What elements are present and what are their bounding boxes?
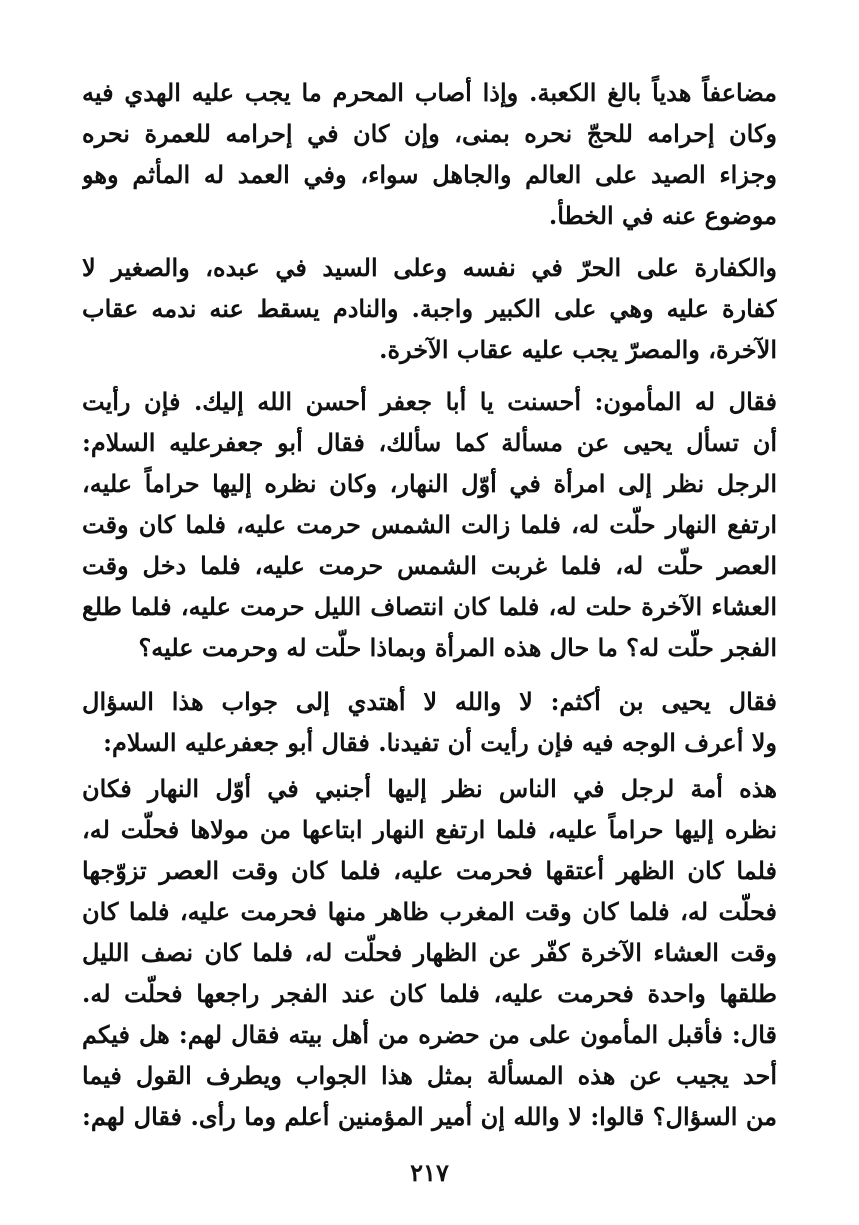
page-number: ٢١٧ xyxy=(410,1158,449,1187)
text-line: الرجل نظر إلى امرأة في أوّل النهار، وكان نظره إليها حراماً عليه، xyxy=(82,469,777,498)
text-line: من السؤال؟ قالوا: لا والله إن أمير المؤمنين أعلم وما رأى. فقال لهم: xyxy=(82,1102,777,1131)
text-line: فقال له المأمون: أحسنت يا أبا جعفر أحسن الله إليك. فإن رأيت xyxy=(82,387,777,416)
text-line: موضوع عنه في الخطأ. xyxy=(548,201,777,230)
text-line: ولا أعرف الوجه فيه فإن رأيت أن تفيدنا. فقال أبو جعفرعليه السلام: xyxy=(103,728,777,757)
text-line: والكفارة على الحرّ في نفسه وعلى السيد في عبده، والصغير لا xyxy=(82,253,777,282)
text-line: ارتفع النهار حلّت له، فلما زالت الشمس حرمت عليه، فلما كان وقت xyxy=(82,510,777,539)
text-line: فحلّت له، فلما كان وقت المغرب ظاهر منها فحرمت عليه، فلما كان xyxy=(82,897,777,926)
text-line: فقال يحيى بن أكثم: لا والله لا أهتدي إلى جواب هذا السؤال xyxy=(82,687,777,716)
text-line: العشاء الآخرة حلت له، فلما كان انتصاف الليل حرمت عليه، فلما طلع xyxy=(82,592,777,621)
text-line: قال: فأقبل المأمون على من حضره من أهل بيته فقال لهم: هل فيكم xyxy=(82,1020,777,1049)
text-line: فلما كان الظهر أعتقها فحرمت عليه، فلما كان وقت العصر تزوّجها xyxy=(82,856,777,885)
text-line: وقت العشاء الآخرة كفّر عن الظهار فحلّت له، فلما كان نصف الليل xyxy=(82,938,777,967)
text-line: وكان إحرامه للحجّ نحره بمنى، وإن كان في إحرامه للعمرة نحره xyxy=(82,119,777,148)
text-line: هذه أمة لرجل في الناس نظر إليها أجنبي في أوّل النهار فكان xyxy=(82,774,777,803)
paragraph-expiation xyxy=(82,247,777,370)
text-line: الفجر حلّت له؟ ما حال هذه المرأة وبماذا حلّت له وحرمت عليه؟ xyxy=(138,633,777,662)
text-line: وجزاء الصيد على العالم والجاهل سواء، وفي العمد له المأثم وهو xyxy=(82,160,777,189)
text-line: مضاعفاً هدياً بالغ الكعبة. وإذا أصاب المحرم ما يجب عليه الهدي فيه xyxy=(82,78,777,107)
text-line: الآخرة، والمصرّ يجب عليه عقاب الآخرة. xyxy=(379,335,777,364)
paragraph-answer xyxy=(82,768,777,1137)
paragraph-yahya-reply xyxy=(82,681,777,763)
text-line: العصر حلّت له، فلما غربت الشمس حرمت عليه، فلما دخل وقت xyxy=(82,551,777,580)
paragraph-mamun-question xyxy=(82,381,777,668)
paragraph-hajj-sacrifice xyxy=(82,72,777,236)
text-line: أن تسأل يحيى عن مسألة كما سألك، فقال أبو جعفرعليه السلام: xyxy=(82,428,777,457)
text-line: طلقها واحدة فحرمت عليه، فلما كان عند الفجر راجعها فحلّت له. xyxy=(82,979,777,1008)
text-line: أحد يجيب عن هذه المسألة بمثل هذا الجواب ويطرف القول فيما xyxy=(82,1061,777,1090)
text-line: كفارة عليه وهي على الكبير واجبة. والنادم يسقط عنه ندمه عقاب xyxy=(82,294,777,323)
text-line: نظره إليها حراماً عليه، فلما ارتفع النهار ابتاعها من مولاها فحلّت له، xyxy=(82,815,777,844)
